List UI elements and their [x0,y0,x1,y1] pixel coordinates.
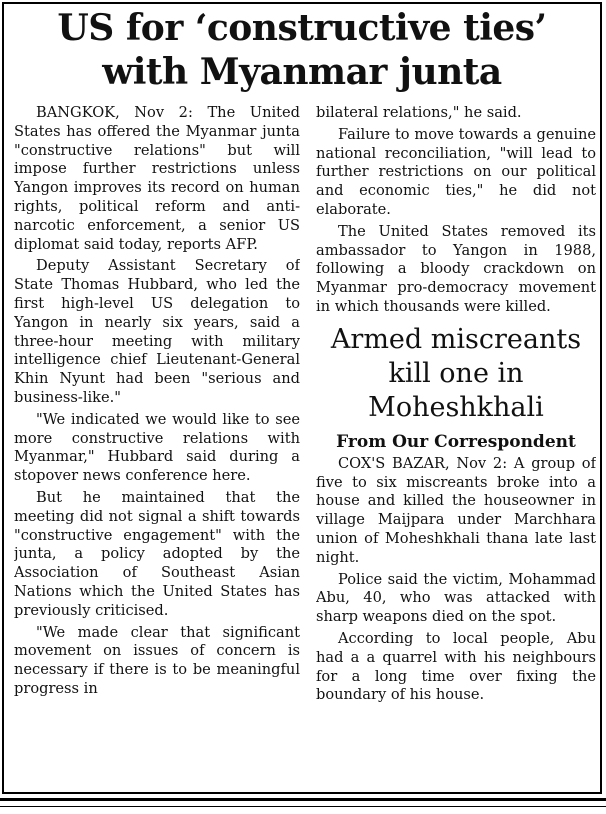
article-columns [14,104,596,788]
story1-headline-line2: with Myanmar junta [102,51,502,93]
story1-paragraph: The United States removed its ambassador to Yangon in 1988, following a bloody crackdown on Myanmar pro-democracy movement in which thousands were killed. [316,222,596,315]
story1-paragraph: Failure to move towards a genuine national reconciliation, "will lead to further restrictions on our political and economic ties," he did not elaborate. [316,125,596,218]
bottom-rule-thin [0,806,606,807]
story1-paragraph-continued: bilateral relations," he said. [316,104,522,121]
story2-paragraph: COX'S BAZAR, Nov 2: A group of five to six miscreants broke into a house and killed the houseowner in village Maijpara under Marchhara union of Moheshkhali thana late last night. [316,454,596,566]
left-column [14,104,300,788]
story1-headline-line1: US for ‘constructive ties’ [57,7,547,49]
story2-byline: From Our Correspondent [336,431,576,452]
story1-paragraph: "We made clear that significant movement on issues of concern is necessary if there is to be meaningful progress in [14,623,300,697]
newspaper-clipping [2,2,602,794]
story2-paragraph: According to local people, Abu had a a quarrel with his neighbours for a long time over fixing the boundary of his house. [316,629,596,704]
right-column [316,104,596,788]
story2-headline: Armed miscreants kill one in Moheshkhali [330,323,582,423]
story1-paragraph: Deputy Assistant Secretary of State Thomas Hubbard, who led the first high-level US delegation to Yangon in nearly six years, said a three-hour meeting with military intelligence chief Lieutenant-General Khin Nyunt had been "serious and business-like." [14,257,300,406]
story2-paragraph: Police said the victim, Mohammad Abu, 40, who was attacked with sharp weapons died on the spot. [316,570,596,626]
story1-paragraph: BANGKOK, Nov 2: The United States has offered the Myanmar junta "constructive relations" but will impose further restrictions unless Yangon improves its record on human rights, political reform and anti-narcotic enforcement, a senior US diplomat said today, reports AFP. [14,104,300,253]
story1-paragraph: But he maintained that the meeting did not signal a shift towards "constructive engagement" with the junta, a policy adopted by the Association of Southeast Asian Nations which the United States has previously criticised. [14,488,300,619]
bottom-rule [0,798,606,801]
story1-paragraph: "We indicated we would like to see more constructive relations with Myanmar," Hubbard said during a stopover news conference here. [14,410,300,485]
story1-headline [10,6,594,94]
